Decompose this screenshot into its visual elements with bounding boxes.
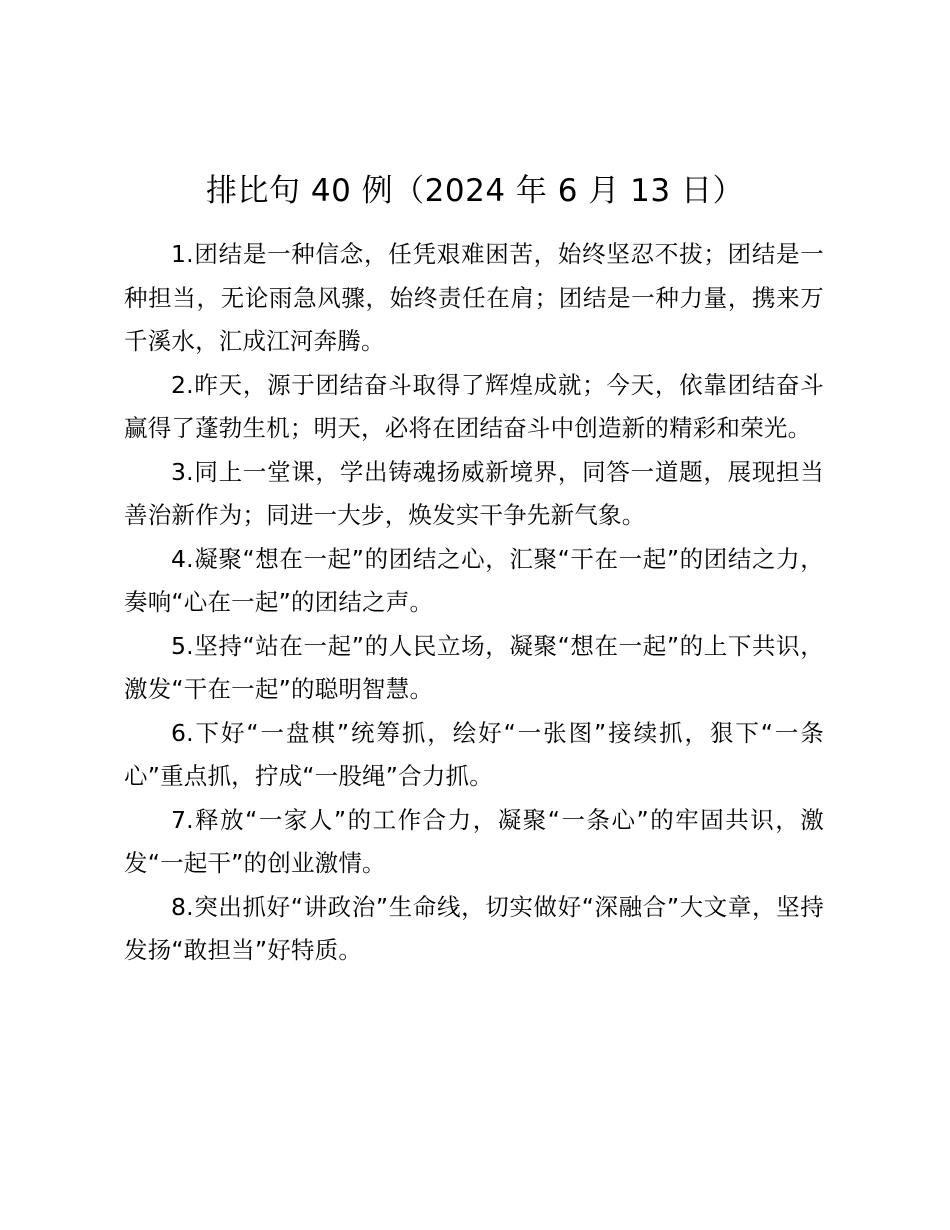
paragraph-2: 2.昨天，源于团结奋斗取得了辉煌成就；今天，依靠团结奋斗赢得了蓬勃生机；明天，必将在团结奋斗中创造新的精彩和荣光。	[124, 370, 824, 442]
paragraph-4: 4.凝聚“想在一起”的团结之心，汇聚“干在一起”的团结之力，奏响“心在一起”的团结之声。	[124, 544, 824, 616]
paragraph-8: 8.突出抓好“讲政治”生命线，切实做好“深融合”大文章，坚持发扬“敢担当”好特质。	[124, 892, 824, 964]
paragraph-3: 3.同上一堂课，学出铸魂扬威新境界，同答一道题，展现担当善治新作为；同进一大步，焕发实干争先新气象。	[124, 457, 824, 529]
document-body	[124, 233, 824, 973]
page-title: 排比句 40 例（2024 年 6 月 13 日）	[206, 173, 744, 209]
paragraph-6: 6.下好“一盘棋”统筹抓，绘好“一张图”接续抓，狠下“一条心”重点抓，拧成“一股绳”合力抓。	[124, 718, 824, 790]
paragraph-1: 1.团结是一种信念，任凭艰难困苦，始终坚忍不拔；团结是一种担当，无论雨急风骤，始终责任在肩；团结是一种力量，携来万千溪水，汇成江河奔腾。	[124, 240, 824, 355]
paragraph-7: 7.释放“一家人”的工作合力，凝聚“一条心”的牢固共识，激发“一起干”的创业激情。	[124, 805, 824, 877]
paragraph-5: 5.坚持“站在一起”的人民立场，凝聚“想在一起”的上下共识，激发“干在一起”的聪明智慧。	[124, 631, 824, 703]
